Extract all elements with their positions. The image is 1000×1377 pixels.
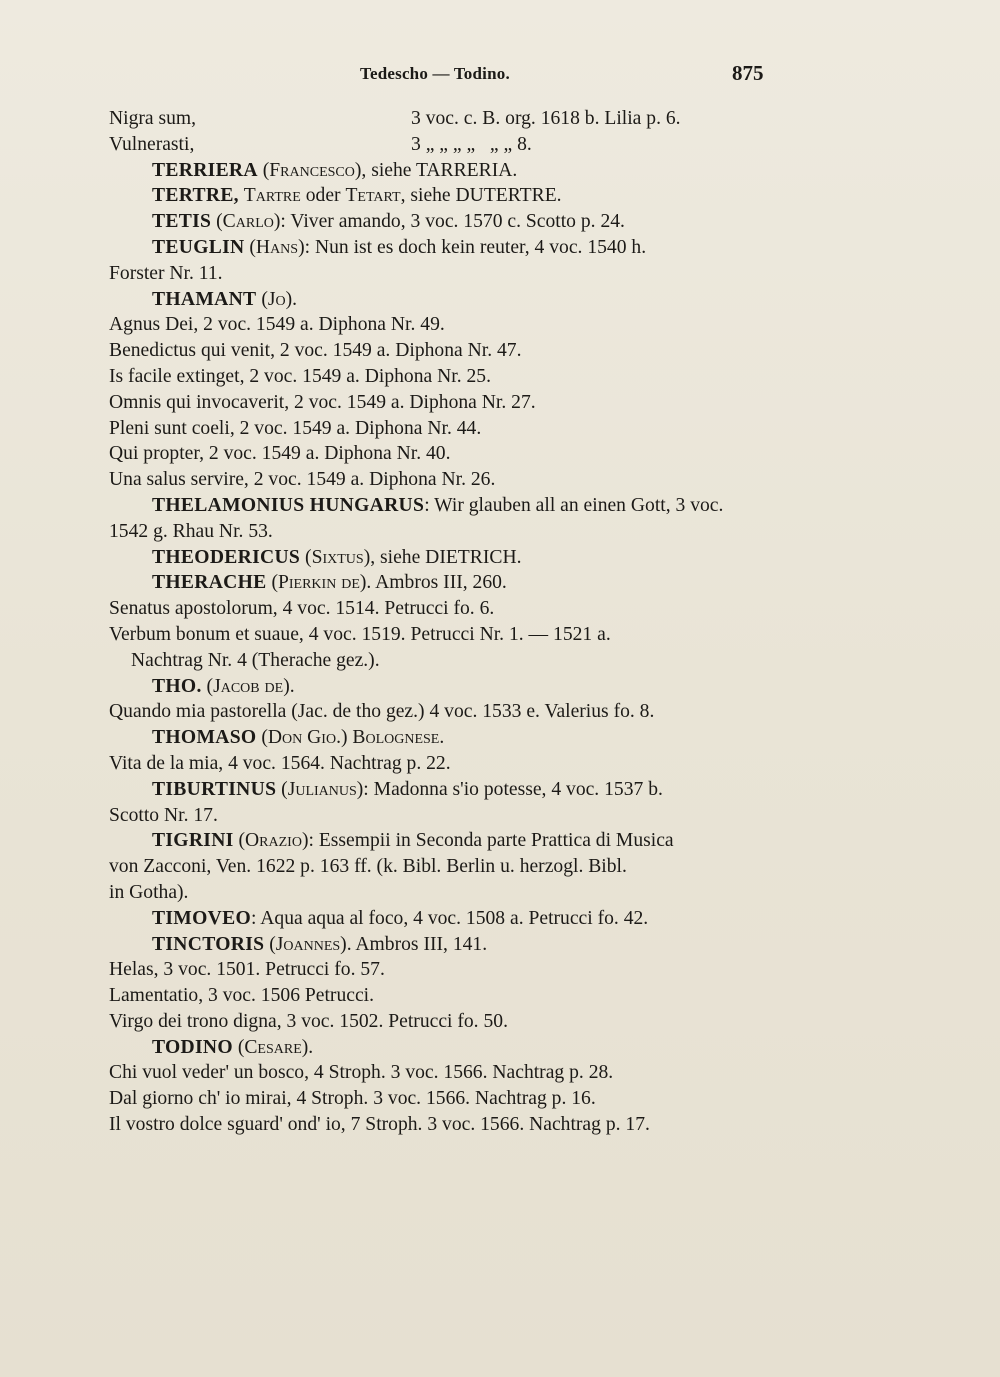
- composer-forename: Jo: [267, 288, 286, 310]
- punctuation: (: [232, 1036, 245, 1058]
- entry-continuation: Forster Nr. 11.: [109, 262, 223, 284]
- entry-text: oder: [300, 185, 346, 207]
- punctuation: (: [233, 830, 246, 852]
- composer-entry: [109, 209, 774, 235]
- name-variant: Tartre: [243, 185, 301, 207]
- composer-entry: [109, 545, 774, 571]
- composer-name: THERACHE: [152, 572, 267, 594]
- list-item: Quando mia pastorella (Jac. de tho gez.) 4 voc. 1533 e. Valerius fo. 8.: [109, 701, 655, 723]
- entry-text: ).: [301, 1036, 314, 1058]
- list-item: Pleni sunt coeli, 2 voc. 1549 a. Diphona Nr. 44.: [109, 417, 482, 439]
- entry-text: ).: [285, 288, 298, 310]
- composer-name: TIGRINI: [152, 830, 234, 852]
- composer-name: TEUGLIN: [152, 236, 245, 258]
- list-item: Chi vuol veder' un bosco, 4 Stroph. 3 voc. 1566. Nachtrag p. 28.: [109, 1062, 614, 1084]
- composer-forename: Julianus: [287, 778, 357, 800]
- entry-text: ). Ambros III, 260.: [359, 572, 507, 594]
- composer-entry: [109, 674, 774, 700]
- entry-list: [109, 106, 774, 1138]
- work-details: 3 voc. c. B. org. 1618 b. Lilia p. 6.: [411, 108, 681, 129]
- list-item: Helas, 3 voc. 1501. Petrucci fo. 57.: [109, 959, 385, 981]
- punctuation: (: [244, 236, 256, 258]
- page-header: [0, 61, 1000, 88]
- work-title: Nigra sum,: [109, 108, 197, 129]
- entry-text: : Wir glauben all an einen Gott, 3 voc.: [424, 494, 724, 516]
- list-item: [109, 106, 774, 132]
- punctuation: ): [340, 727, 353, 749]
- entry-text: ): Nun ist es doch kein reuter, 4 voc. 1540 h.: [298, 236, 647, 258]
- composer-entry: [109, 777, 774, 803]
- list-item: Is facile extinget, 2 voc. 1549 a. Diphona Nr. 25.: [109, 365, 491, 387]
- punctuation: (: [266, 572, 278, 594]
- composer-entry: [109, 570, 774, 596]
- composer-name: TINCTORIS: [152, 933, 265, 955]
- composer-name: TODINO: [152, 1036, 233, 1058]
- entry-continuation: Scotto Nr. 17.: [109, 804, 218, 826]
- composer-entry: [109, 493, 774, 519]
- list-item: [109, 132, 774, 158]
- page-number: 875: [732, 61, 764, 85]
- composer-name: THO.: [152, 675, 202, 697]
- name-variant: Tetart: [345, 185, 401, 207]
- entry-text: ): Essempii in Seconda parte Prattica di Musica: [301, 830, 674, 852]
- composer-forename: Sixtus: [311, 546, 364, 568]
- composer-forename: Orazio: [245, 830, 302, 852]
- punctuation: (: [300, 546, 312, 568]
- composer-forename: Don Gio.: [267, 727, 341, 749]
- running-title: Tedescho — Todino.: [360, 64, 510, 83]
- composer-entry: [109, 158, 774, 184]
- composer-name: THAMANT: [152, 288, 257, 310]
- list-item: Qui propter, 2 voc. 1549 a. Diphona Nr. 40.: [109, 443, 451, 465]
- composer-name: TIBURTINUS: [152, 778, 277, 800]
- entry-text: ).: [283, 675, 295, 697]
- composer-name: THELAMONIUS HUNGARUS: [152, 494, 425, 516]
- composer-forename: Pierkin de: [277, 572, 360, 594]
- entry-continuation: 1542 g. Rhau Nr. 53.: [109, 520, 273, 542]
- composer-forename: Cesare: [244, 1036, 302, 1058]
- punctuation: (: [256, 727, 268, 749]
- punctuation: (: [256, 288, 268, 310]
- punctuation: .: [439, 727, 445, 749]
- composer-forename: Hans: [255, 236, 299, 258]
- composer-forename: Jacob de: [213, 675, 284, 697]
- composer-name: TERRIERA: [152, 159, 258, 181]
- composer-origin: Bolognese: [352, 727, 440, 749]
- composer-name: TERTRE,: [152, 185, 239, 207]
- work-title: Vulnerasti,: [109, 133, 195, 155]
- list-item: Vita de la mia, 4 voc. 1564. Nachtrag p. 22.: [109, 752, 451, 774]
- composer-forename: Francesco: [269, 159, 355, 181]
- entry-text: , siehe DUTERTRE.: [400, 185, 562, 207]
- composer-entry: [109, 932, 774, 958]
- list-item: Verbum bonum et suaue, 4 voc. 1519. Petrucci Nr. 1. — 1521 a.: [109, 623, 611, 645]
- list-item: Agnus Dei, 2 voc. 1549 a. Diphona Nr. 49.: [109, 314, 445, 336]
- composer-forename: Carlo: [222, 211, 274, 233]
- list-item: Lamentatio, 3 voc. 1506 Petrucci.: [109, 985, 374, 1007]
- composer-entry: [109, 725, 774, 751]
- composer-name: THOMASO: [152, 727, 257, 749]
- list-item: Senatus apostolorum, 4 voc. 1514. Petrucci fo. 6.: [109, 598, 495, 620]
- entry-text: : Aqua aqua al foco, 4 voc. 1508 a. Petrucci fo. 42.: [251, 907, 649, 929]
- punctuation: (: [276, 778, 288, 800]
- list-item: Virgo dei trono digna, 3 voc. 1502. Petrucci fo. 50.: [109, 1010, 508, 1032]
- list-item: Omnis qui invocaverit, 2 voc. 1549 a. Diphona Nr. 27.: [109, 391, 536, 413]
- entry-text: ), siehe TARRERIA.: [354, 159, 518, 181]
- composer-name: THEODERICUS: [152, 546, 301, 568]
- punctuation: (: [264, 933, 276, 955]
- composer-entry: [109, 828, 774, 854]
- composer-name: TIMOVEO: [152, 907, 251, 929]
- entry-continuation: in Gotha).: [109, 881, 189, 903]
- punctuation: (: [211, 211, 223, 233]
- entry-text: ): Viver amando, 3 voc. 1570 c. Scotto p. 24.: [273, 211, 625, 233]
- work-details: 3 „ „ „ „ „ „ 8.: [411, 133, 532, 155]
- list-item: Benedictus qui venit, 2 voc. 1549 a. Diphona Nr. 47.: [109, 340, 522, 362]
- entry-text: ): Madonna s'io potesse, 4 voc. 1537 b.: [356, 778, 663, 800]
- composer-entry: [109, 287, 774, 313]
- composer-entry: [109, 1035, 774, 1061]
- punctuation: (: [257, 159, 270, 181]
- list-item: Il vostro dolce sguard' ond' io, 7 Stroph. 3 voc. 1566. Nachtrag p. 17.: [109, 1114, 650, 1136]
- entry-continuation: Nachtrag Nr. 4 (Therache gez.).: [131, 649, 380, 671]
- composer-entry: [109, 183, 774, 209]
- composer-entry: [109, 906, 774, 932]
- composer-entry: [109, 235, 774, 261]
- entry-text: ), siehe DIETRICH.: [363, 546, 522, 568]
- list-item: Una salus servire, 2 voc. 1549 a. Diphona Nr. 26.: [109, 469, 496, 491]
- entry-text: ). Ambros III, 141.: [340, 933, 488, 955]
- list-item: Dal giorno ch' io mirai, 4 Stroph. 3 voc. 1566. Nachtrag p. 16.: [109, 1088, 596, 1110]
- punctuation: (: [201, 675, 214, 697]
- composer-name: TETIS: [152, 211, 212, 233]
- composer-forename: Joannes: [275, 933, 341, 955]
- entry-continuation: von Zacconi, Ven. 1622 p. 163 ff. (k. Bibl. Berlin u. herzogl. Bibl.: [109, 856, 627, 878]
